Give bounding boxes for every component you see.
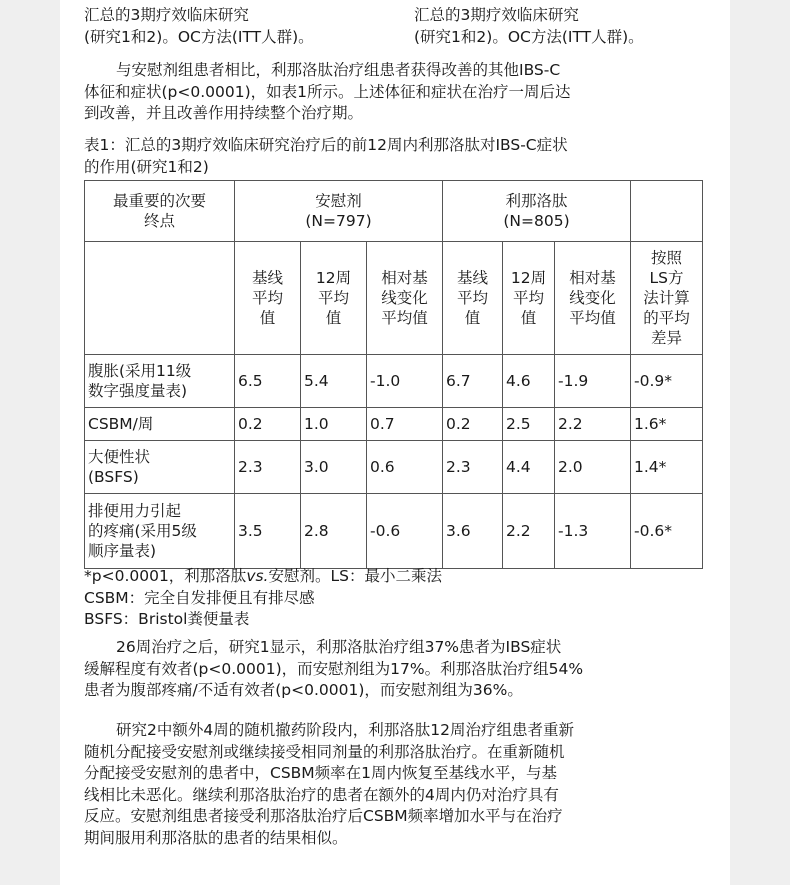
table-cell: 6.5	[235, 355, 301, 408]
text-line: 的作用(研究1和2)	[84, 157, 209, 176]
empty-subheader-cell	[85, 242, 235, 355]
text-line: 期间服用利那洛肽的患者的结果相似。	[84, 828, 348, 847]
table-cell: 2.5	[503, 408, 555, 441]
caption-line: 汇总的3期疗效临床研究	[414, 6, 579, 24]
table-cell: 3.0	[301, 441, 367, 494]
footnote-significance: *p<0.0001，利那洛肽vs.安慰剂。LS：最小二乘法	[84, 567, 442, 585]
table-cell: 3.6	[443, 494, 503, 569]
table-header-row	[85, 181, 703, 242]
table-row	[85, 355, 703, 408]
table-cell: -1.0	[367, 355, 443, 408]
table-footnotes	[84, 566, 442, 631]
caption-line: (研究1和2)。OC方法(ITT人群)。	[414, 28, 644, 46]
table-cell: 2.2	[555, 408, 631, 441]
figure-caption-left	[84, 4, 384, 48]
table-cell: 2.2	[503, 494, 555, 569]
caption-line: 汇总的3期疗效临床研究	[84, 6, 249, 24]
subheader-lina-change: 相对基 线变化 平均值	[555, 242, 631, 355]
text-line: 到改善，并且改善作用持续整个治疗期。	[84, 104, 364, 122]
text-line: 随机分配接受安慰剂或继续接受相同剂量的利那洛肽治疗。在重新随机	[84, 742, 565, 761]
linaclotide-header: 利那洛肽 (N=805)	[443, 181, 631, 242]
subheader-placebo-baseline: 基线 平均 值	[235, 242, 301, 355]
table-cell: 1.6*	[631, 408, 703, 441]
table-cell: 6.7	[443, 355, 503, 408]
text-line: 表1：汇总的3期疗效临床研究治疗后的前12周内利那洛肽对IBS-C症状	[84, 136, 568, 154]
table-cell: -1.3	[555, 494, 631, 569]
table-row	[85, 408, 703, 441]
text-line: 患者为腹部疼痛/不适有效者(p<0.0001)，而安慰剂组为36%。	[84, 681, 523, 699]
table-cell: 0.7	[367, 408, 443, 441]
week26-paragraph	[84, 637, 724, 702]
text-line: 体征和症状(p<0.0001)，如表1所示。上述体征和症状在治疗一周后达	[84, 82, 571, 101]
text-line: 线相比未恶化。继续利那洛肽治疗的患者在额外的4周内仍对治疗具有	[84, 785, 559, 804]
intro-paragraph	[84, 60, 724, 125]
row-label: 排便用力引起 的疼痛(采用5级 顺序量表)	[85, 494, 235, 569]
table-cell: 2.3	[443, 441, 503, 494]
withdrawal-paragraph	[84, 720, 724, 849]
table-subheader-row	[85, 242, 703, 355]
table-cell: 2.0	[555, 441, 631, 494]
text-line: 与安慰剂组患者相比，利那洛肽治疗组患者获得改善的其他IBS-C	[116, 61, 561, 79]
figure-caption-right	[414, 4, 714, 48]
text-line: 分配接受安慰剂的患者中，CSBM频率在1周内恢复至基线水平，与基	[84, 764, 558, 782]
table-cell: 4.6	[503, 355, 555, 408]
subheader-lina-baseline: 基线 平均 值	[443, 242, 503, 355]
results-table	[84, 180, 703, 569]
caption-line: (研究1和2)。OC方法(ITT人群)。	[84, 28, 314, 46]
row-label: 大便性状 (BSFS)	[85, 441, 235, 494]
footnote-bsfs: BSFS：Bristol粪便量表	[84, 610, 250, 628]
document-page	[60, 0, 730, 885]
endpoint-header: 最重要的次要 终点	[85, 181, 235, 242]
table-row	[85, 441, 703, 494]
text-line: 研究2中额外4周的随机撤药阶段内，利那洛肽12周治疗组患者重新	[116, 721, 574, 739]
subheader-lina-week12: 12周 平均 值	[503, 242, 555, 355]
subheader-placebo-change: 相对基 线变化 平均值	[367, 242, 443, 355]
table-cell: -0.9*	[631, 355, 703, 408]
table-cell: -0.6*	[631, 494, 703, 569]
table-cell: 2.3	[235, 441, 301, 494]
table-cell: 1.0	[301, 408, 367, 441]
table-cell: -0.6	[367, 494, 443, 569]
table-cell: 5.4	[301, 355, 367, 408]
text-line: 缓解程度有效者(p<0.0001)，而安慰剂组为17%。利那洛肽治疗组54%	[84, 659, 584, 678]
row-label: 腹胀(采用11级 数字强度量表)	[85, 355, 235, 408]
placebo-header: 安慰剂 (N=797)	[235, 181, 443, 242]
table-title	[84, 135, 724, 178]
table-cell: 0.6	[367, 441, 443, 494]
subheader-placebo-week12: 12周 平均 值	[301, 242, 367, 355]
table-cell: 0.2	[235, 408, 301, 441]
footnote-csbm: CSBM：完全自发排便且有排尽感	[84, 588, 315, 607]
table-cell: 4.4	[503, 441, 555, 494]
row-label: CSBM/周	[85, 408, 235, 441]
table-row	[85, 494, 703, 569]
text-line: 反应。安慰剂组患者接受利那洛肽治疗后CSBM频率增加水平与在治疗	[84, 807, 563, 825]
table-cell: 0.2	[443, 408, 503, 441]
text-line: 26周治疗之后，研究1显示，利那洛肽治疗组37%患者为IBS症状	[116, 638, 562, 656]
subheader-ls-difference: 按照 LS方 法计算 的平均 差异	[631, 242, 703, 355]
empty-header-cell	[631, 181, 703, 242]
table-cell: 1.4*	[631, 441, 703, 494]
table-cell: -1.9	[555, 355, 631, 408]
table-cell: 3.5	[235, 494, 301, 569]
table-cell: 2.8	[301, 494, 367, 569]
